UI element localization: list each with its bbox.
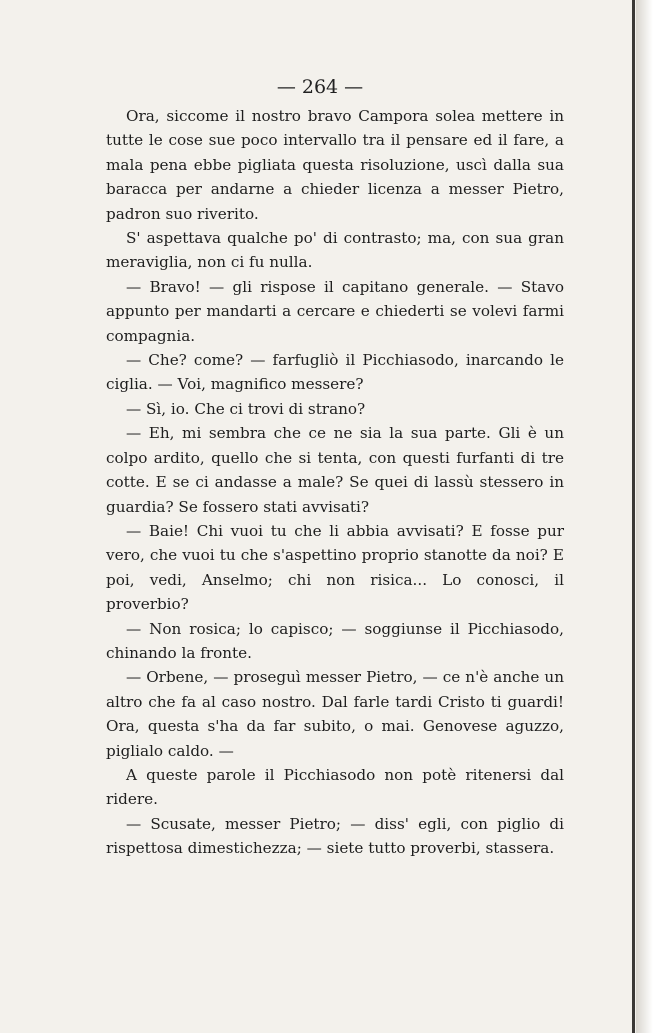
page-edge-shadow xyxy=(632,0,635,1033)
text-body xyxy=(106,104,564,861)
paragraph: — Scusate, messer Pietro; — diss' egli, con piglio di rispettosa dimestichezza; — siete tutto proverbi, stassera. xyxy=(106,814,564,858)
paragraph: — Che? come? — farfugliò il Picchiasodo, inarcando le ciglia. — Voi, magnifico messere? xyxy=(106,351,564,394)
paragraph: — Baie! Chi vuoi tu che li abbia avvisati? E fosse pur vero, che vuoi tu che s'aspettino proprio stanotte da noi? E poi, vedi, Anselmo; chi non risica... Lo conosci, il proverbio? xyxy=(106,521,564,614)
page-number: — 264 — xyxy=(276,76,364,98)
paragraph: — Sì, io. Che ci trovi di strano? xyxy=(126,399,366,418)
paragraph: — Bravo! — gli rispose il capitano generale. — Stavo appunto per mandarti a cercare e chiederti se volevi farmi compagnia. xyxy=(106,277,564,345)
paragraph: — Eh, mi sembra che ce ne sia la sua parte. Gli è un colpo ardito, quello che si tenta, con questi furfanti di tre cotte. E se ci andasse a male? Se quei di lassù stessero in guardia? Se fossero stati avvisati? xyxy=(106,424,564,516)
paragraph: Ora, siccome il nostro bravo Campora solea mettere in tutte le cose sue poco intervallo tra il pensare ed il fare, a mala pena ebbe pigliata questa risoluzione, uscì dalla sua baracca per andarne a chieder licenza a messer Pietro, padron suo riverito. xyxy=(106,107,564,223)
scan-margin xyxy=(636,0,664,1033)
paragraph: S' aspettava qualche po' di contrasto; ma, con sua gran meraviglia, non ci fu nulla. xyxy=(106,229,564,272)
paragraph: — Orbene, — proseguì messer Pietro, — ce n'è anche un altro che fa al caso nostro. Dal farle tardi Cristo ti guardi! Ora, questa s'ha da far subito, o mai. Genovese aguzzo, piglialo caldo. — xyxy=(106,668,564,760)
paragraph: — Non rosica; lo capisco; — soggiunse il Picchiasodo, chinando la fronte. xyxy=(106,619,564,662)
paragraph: A queste parole il Picchiasodo non potè ritenersi dal ridere. xyxy=(106,765,564,809)
